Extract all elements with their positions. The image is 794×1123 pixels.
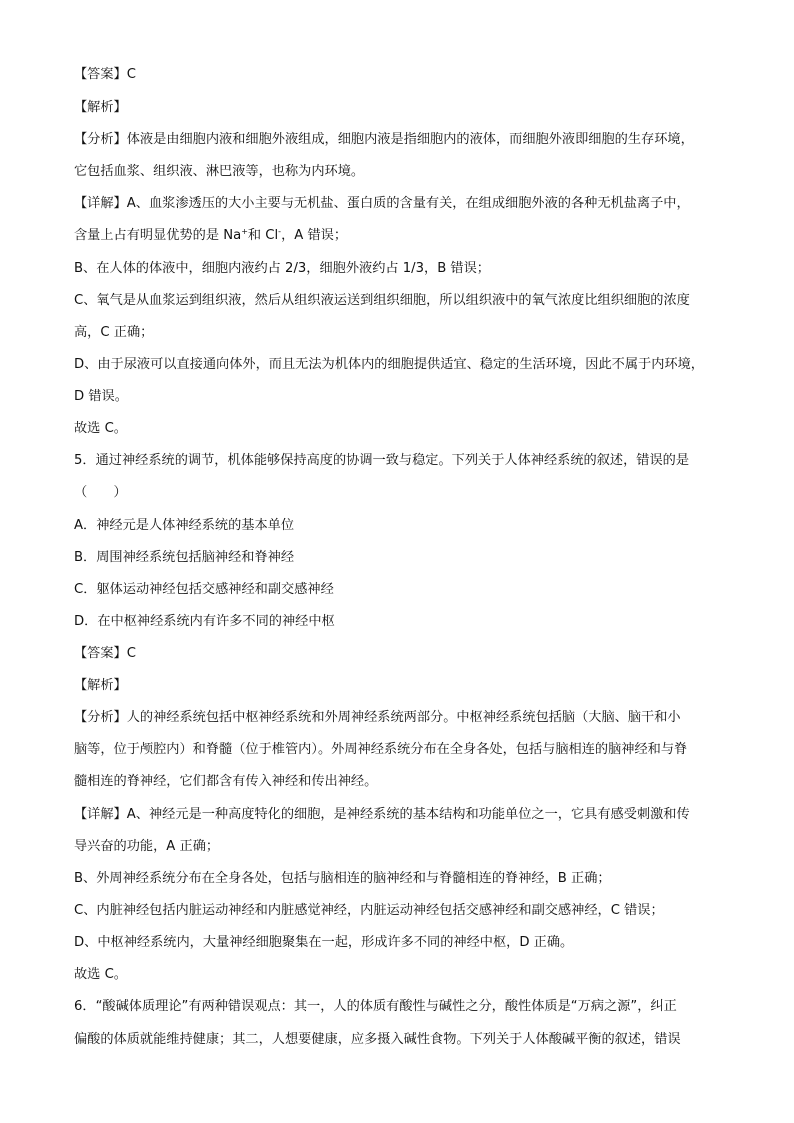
superscript-plus: +: [241, 227, 248, 236]
xiangjie-tag: 【详解】: [74, 196, 127, 211]
option-d: D．在中枢神经系统内有许多不同的神经中枢: [74, 614, 335, 629]
answer-line: [74, 645, 136, 663]
xiangjie-text-continued: [74, 227, 347, 245]
question-stem-continued: （ ）: [74, 485, 127, 500]
answer-line: [74, 66, 136, 84]
question-stem: 6．“酸碱体质理论”有两种错误观点：其一，人的体质有酸性与碱性之分，酸性体质是“万病之源”，纠正: [74, 999, 677, 1014]
fenxi-tag: 【分析】: [74, 710, 127, 725]
option-b: B．周围神经系统包括脑神经和脊神经: [74, 550, 295, 565]
option-c: C．躯体运动神经包括交感神经和副交感神经: [74, 582, 334, 597]
text-run: 和 Cl: [247, 228, 279, 243]
explanation-b: B、在人体的体液中，细胞内液约占 2/3，细胞外液约占 1/3，B 错误；: [74, 261, 490, 276]
explanation-c: C、内脏神经包括内脏运动神经和内脏感觉神经，内脏运动神经包括交感神经和副交感神经，C 错误；: [74, 903, 664, 918]
fenxi-paragraph-line: [74, 709, 681, 727]
xiangjie-tag: 【详解】: [74, 807, 127, 822]
explanation-c-continued: 高，C 正确；: [74, 325, 154, 340]
explanation-b: B、外周神经系统分布在全身各处，包括与脑相连的脑神经和与脊髓相连的脊神经，B 正确；: [74, 871, 611, 886]
explanation-d: D、由于尿液可以直接通向体外，而且无法为机体内的细胞提供适宜、稳定的生活环境，因此不属于内环境，: [74, 357, 704, 372]
question-stem-continued: 偏酸的体质就能维持健康；其二，人想要健康，应多摄入碱性食物。下列关于人体酸碱平衡的叙述，错误: [74, 1032, 681, 1047]
conclusion: 故选 C。: [74, 967, 127, 982]
explanation-d: D、中枢神经系统内，大量神经细胞聚集在一起，形成许多不同的神经中枢，D 正确。: [74, 935, 574, 950]
question-stem: 5．通过神经系统的调节，机体能够保持高度的协调一致与稳定。下列关于人体神经系统的叙述，错误的是: [74, 453, 690, 468]
text-run: ，A 错误；: [281, 228, 348, 243]
analysis-heading: 【解析】: [74, 100, 127, 115]
fenxi-text: 人的神经系统包括中枢神经系统和外周神经系统两部分。中枢神经系统包括脑（大脑、脑干和小: [126, 710, 681, 725]
analysis-heading: 【解析】: [74, 678, 127, 693]
answer-label: 【答案】: [74, 646, 127, 661]
explanation-d-continued: D 错误。: [74, 389, 128, 404]
xiangjie-paragraph-line: [74, 195, 690, 213]
option-a: A．神经元是人体神经系统的基本单位: [74, 518, 295, 533]
answer-value: C: [126, 646, 136, 661]
xiangjie-text: A、神经元是一种高度特化的细胞，是神经系统的基本结构和功能单位之一，它具有感受刺激和传: [126, 807, 690, 822]
fenxi-text: 体液是由细胞内液和细胞外液组成，细胞内液是指细胞内的液体，而细胞外液即细胞的生存环境，: [126, 132, 694, 147]
answer-label: 【答案】: [74, 67, 127, 82]
fenxi-tag: 【分析】: [74, 132, 127, 147]
conclusion: 故选 C。: [74, 421, 127, 436]
text-run: 含量上占有明显优势的是 Na: [74, 228, 242, 243]
superscript-minus: -: [278, 227, 282, 236]
xiangjie-paragraph-line: [74, 806, 690, 824]
fenxi-text-continued: 它包括血浆、组织液、淋巴液等，也称为内环境。: [74, 164, 365, 179]
fenxi-text-continued: 髓相连的脊神经，它们都含有传入神经和传出神经。: [74, 774, 378, 789]
xiangjie-text-continued: 导兴奋的功能，A 正确；: [74, 839, 220, 854]
fenxi-text-continued: 脑等，位于颅腔内）和脊髓（位于椎管内）。外周神经系统分布在全身各处，包括与脑相连的脑神经和与脊: [74, 742, 688, 757]
explanation-c: C、氧气是从血浆运到组织液，然后从组织液运送到组织细胞，所以组织液中的氧气浓度比组织细胞的浓度: [74, 293, 690, 308]
answer-value: C: [126, 67, 136, 82]
xiangjie-text: A、血浆渗透压的大小主要与无机盐、蛋白质的含量有关，在组成细胞外液的各种无机盐离子中，: [126, 196, 690, 211]
fenxi-paragraph-line: [74, 131, 694, 149]
